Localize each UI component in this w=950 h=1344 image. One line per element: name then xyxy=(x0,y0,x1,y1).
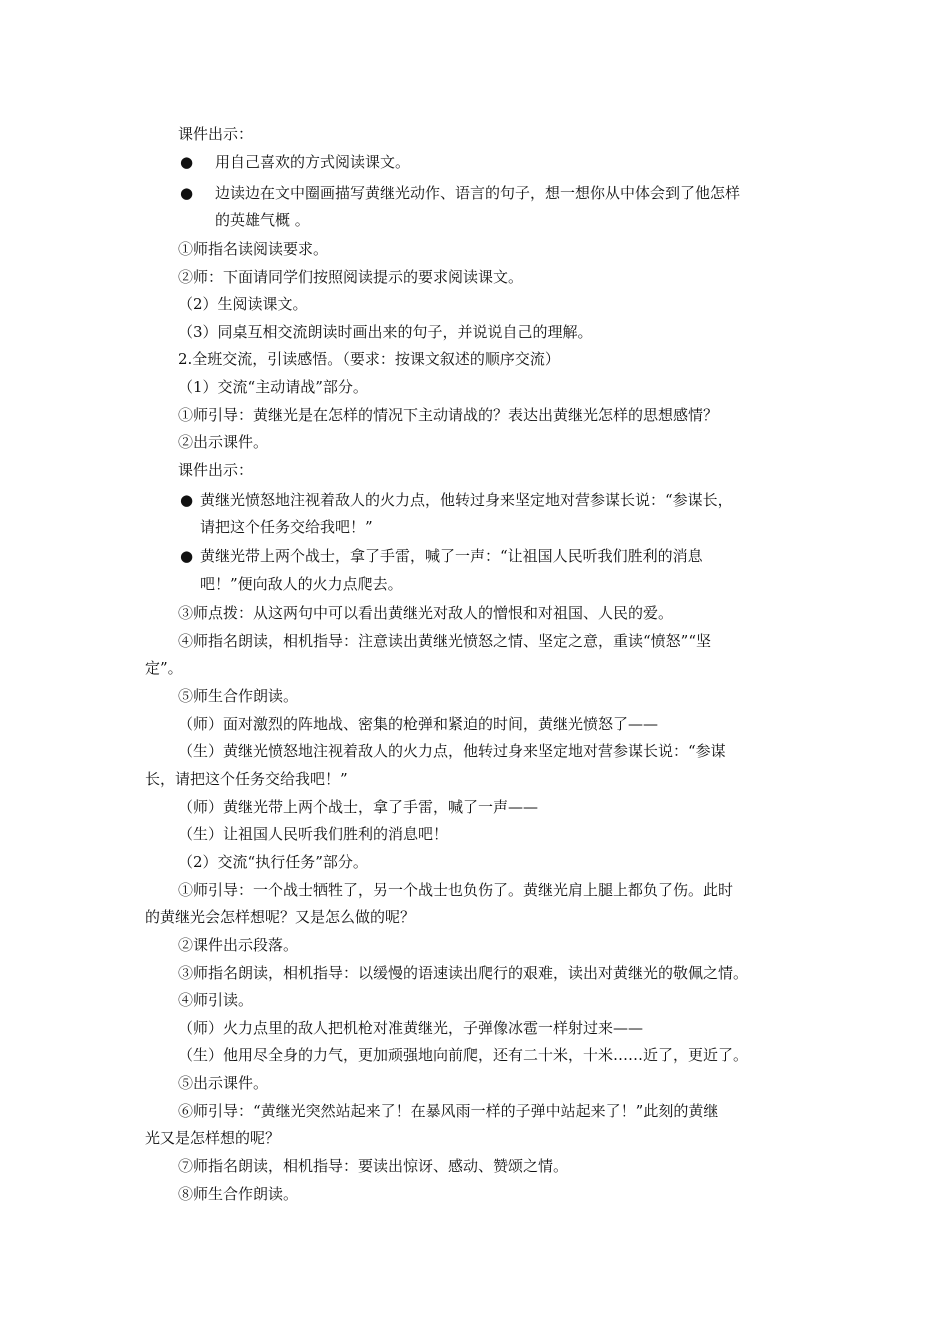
step-line-cont: 光又是怎样想的呢？ xyxy=(145,1129,281,1147)
step-line: ③师指名朗读，相机指导：以缓慢的语速读出爬行的艰难，读出对黄继光的敬佩之情。 xyxy=(178,964,749,982)
quote-line-cont: 请把这个任务交给我吧！” xyxy=(200,518,373,536)
courseware-heading: 课件出示： xyxy=(178,125,254,143)
section-heading: 2.全班交流，引读感悟。（要求：按课文叙述的顺序交流） xyxy=(178,350,560,368)
dialogue-line: （生）让祖国人民听我们胜利的消息吧！ xyxy=(178,825,449,843)
reading-tip-2-cont: 的英雄气概 。 xyxy=(215,211,310,229)
step-line: ②出示课件。 xyxy=(178,433,269,451)
reading-tip-1: 用自己喜欢的方式阅读课文。 xyxy=(215,153,411,171)
step-line: ①师引导：一个战士牺牲了，另一个战士也负伤了。黄继光肩上腿上都负了伤。此时 xyxy=(178,881,734,899)
quote-line: 黄继光带上两个战士，拿了手雷，喊了一声：“让祖国人民听我们胜利的消息 xyxy=(200,547,703,565)
courseware-heading: 课件出示： xyxy=(178,461,254,479)
step-line: ④师引读。 xyxy=(178,991,254,1009)
step-line: ④师指名朗读，相机指导：注意读出黄继光愤怒之情、坚定之意，重读“愤怒”“坚 xyxy=(178,632,712,650)
reading-tip-2: 边读边在文中圈画描写黄继光动作、语言的句子，想一想你从中体会到了他怎样 xyxy=(215,184,741,202)
step-line: ⑦师指名朗读，相机指导：要读出惊讶、感动、赞颂之情。 xyxy=(178,1157,569,1175)
dialogue-line: （师）黄继光带上两个战士，拿了手雷，喊了一声—— xyxy=(178,798,539,816)
step-line: （2）生阅读课文。 xyxy=(178,295,308,313)
bullet-icon: ● xyxy=(180,491,194,509)
step-line: （3）同桌互相交流朗读时画出来的句子，并说说自己的理解。 xyxy=(178,323,593,341)
dialogue-line: （师）面对激烈的阵地战、密集的枪弹和紧迫的时间，黄继光愤怒了—— xyxy=(178,715,659,733)
step-line: ⑤师生合作朗读。 xyxy=(178,687,299,705)
subsection-heading: （2）交流“执行任务”部分。 xyxy=(178,853,368,871)
dialogue-line: （生）他用尽全身的力气，更加顽强地向前爬，还有二十米，十米……近了，更近了。 xyxy=(178,1046,749,1064)
subsection-heading: （1）交流“主动请战”部分。 xyxy=(178,378,368,396)
step-line: ⑥师引导：“黄继光突然站起来了！在暴风雨一样的子弹中站起来了！”此刻的黄继 xyxy=(178,1102,719,1120)
step-line: ②师：下面请同学们按照阅读提示的要求阅读课文。 xyxy=(178,268,524,286)
bullet-icon: ● xyxy=(180,153,194,171)
step-line: ①师引导：黄继光是在怎样的情况下主动请战的？表达出黄继光怎样的思想感情？ xyxy=(178,406,719,424)
step-line: ①师指名读阅读要求。 xyxy=(178,240,329,258)
step-line: ⑤出示课件。 xyxy=(178,1074,269,1092)
bullet-icon: ● xyxy=(180,184,194,202)
dialogue-line-cont: 长，请把这个任务交给我吧！” xyxy=(145,770,348,788)
bullet-icon: ● xyxy=(180,547,194,565)
dialogue-line: （师）火力点里的敌人把机枪对准黄继光，子弹像冰雹一样射过来—— xyxy=(178,1019,644,1037)
dialogue-line: （生）黄继光愤怒地注视着敌人的火力点，他转过身来坚定地对营参谋长说：“参谋 xyxy=(178,742,726,760)
quote-line: 黄继光愤怒地注视着敌人的火力点，他转过身来坚定地对营参谋长说：“参谋长， xyxy=(200,491,733,509)
step-line: ⑧师生合作朗读。 xyxy=(178,1185,299,1203)
step-line-cont: 的黄继光会怎样想呢？又是怎么做的呢？ xyxy=(145,908,416,926)
step-line: ③师点拨：从这两句中可以看出黄继光对敌人的憎恨和对祖国、人民的爱。 xyxy=(178,604,674,622)
step-line-cont: 定”。 xyxy=(145,659,183,677)
step-line: ②课件出示段落。 xyxy=(178,936,299,954)
quote-line-cont: 吧！”便向敌人的火力点爬去。 xyxy=(200,575,403,593)
